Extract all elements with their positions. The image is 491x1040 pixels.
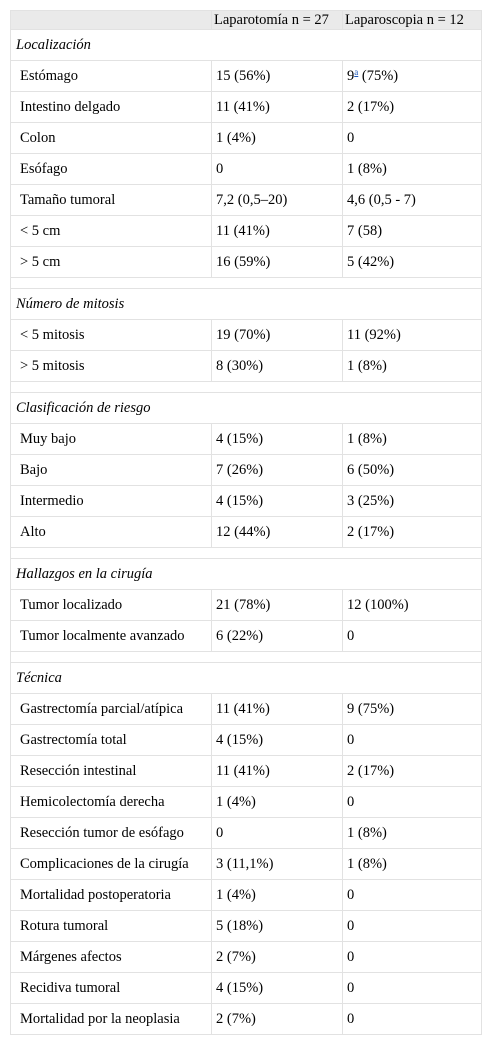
row-label: Alto [11, 517, 212, 548]
laparoscopia-value: 9 (75%) [343, 694, 482, 725]
table-row [11, 621, 482, 652]
spacer-cell [11, 278, 482, 289]
row-label: Mortalidad por la neoplasia [11, 1004, 212, 1035]
table-row [11, 725, 482, 756]
row-label: Tumor localizado [11, 590, 212, 621]
spacer-cell [11, 652, 482, 663]
laparoscopia-value: 3 (25%) [343, 486, 482, 517]
row-label: < 5 mitosis [11, 320, 212, 351]
table-row [11, 911, 482, 942]
table-row [11, 880, 482, 911]
table-row [11, 517, 482, 548]
laparotomia-value: 6 (22%) [212, 621, 343, 652]
table-row [11, 424, 482, 455]
laparoscopia-value: 0 [343, 1004, 482, 1035]
row-label: > 5 mitosis [11, 351, 212, 382]
row-label: Recidiva tumoral [11, 973, 212, 1004]
laparoscopia-value: 11 (92%) [343, 320, 482, 351]
laparotomia-value: 2 (7%) [212, 1004, 343, 1035]
laparoscopia-value: 1 (8%) [343, 818, 482, 849]
laparoscopia-value: 1 (8%) [343, 351, 482, 382]
laparotomia-value: 21 (78%) [212, 590, 343, 621]
row-label: Intestino delgado [11, 92, 212, 123]
table-row [11, 973, 482, 1004]
laparoscopia-value: 0 [343, 725, 482, 756]
laparoscopia-value: 1 (8%) [343, 849, 482, 880]
results-table-container [10, 10, 481, 1035]
laparoscopia-value: 0 [343, 123, 482, 154]
spacer-cell [11, 382, 482, 393]
table-row [11, 818, 482, 849]
row-label: Márgenes afectos [11, 942, 212, 973]
row-label: Tamaño tumoral [11, 185, 212, 216]
laparoscopia-value: 2 (17%) [343, 92, 482, 123]
laparoscopia-value: 0 [343, 942, 482, 973]
table-header-row [11, 11, 482, 30]
laparotomia-value: 8 (30%) [212, 351, 343, 382]
table-row [11, 92, 482, 123]
section-title: Clasificación de riesgo [11, 393, 482, 424]
laparotomia-value: 4 (15%) [212, 424, 343, 455]
table-row [11, 1004, 482, 1035]
laparotomia-value: 11 (41%) [212, 216, 343, 247]
results-table [10, 10, 482, 1035]
row-label: Complicaciones de la cirugía [11, 849, 212, 880]
laparotomia-value: 15 (56%) [212, 61, 343, 92]
laparotomia-value: 12 (44%) [212, 517, 343, 548]
row-label: Colon [11, 123, 212, 154]
laparoscopia-value-rest: (75%) [358, 68, 399, 84]
laparotomia-value: 4 (15%) [212, 486, 343, 517]
laparoscopia-value: 0 [343, 621, 482, 652]
header-laparoscopia: Laparoscopia n = 12 [343, 11, 482, 30]
laparotomia-value: 1 (4%) [212, 787, 343, 818]
header-empty-cell [11, 11, 212, 30]
table-row [11, 320, 482, 351]
row-label: Bajo [11, 455, 212, 486]
laparotomia-value: 11 (41%) [212, 756, 343, 787]
laparoscopia-value: 0 [343, 880, 482, 911]
section-spacer-row [11, 652, 482, 663]
laparotomia-value: 3 (11,1%) [212, 849, 343, 880]
table-row [11, 216, 482, 247]
laparotomia-value: 0 [212, 154, 343, 185]
row-label: Tumor localmente avanzado [11, 621, 212, 652]
row-label: < 5 cm [11, 216, 212, 247]
table-row [11, 849, 482, 880]
laparoscopia-value: 1 (8%) [343, 424, 482, 455]
row-label: > 5 cm [11, 247, 212, 278]
section-spacer-row [11, 278, 482, 289]
laparotomia-value: 7 (26%) [212, 455, 343, 486]
table-row [11, 351, 482, 382]
table-row [11, 756, 482, 787]
laparotomia-value: 7,2 (0,5–20) [212, 185, 343, 216]
row-label: Hemicolectomía derecha [11, 787, 212, 818]
table-row [11, 942, 482, 973]
laparoscopia-value: 2 (17%) [343, 517, 482, 548]
row-label: Gastrectomía total [11, 725, 212, 756]
laparotomia-value: 1 (4%) [212, 880, 343, 911]
table-row [11, 455, 482, 486]
laparotomia-value: 16 (59%) [212, 247, 343, 278]
spacer-cell [11, 548, 482, 559]
section-title: Número de mitosis [11, 289, 482, 320]
laparoscopia-value: 12 (100%) [343, 590, 482, 621]
section-spacer-row [11, 548, 482, 559]
section-header-row [11, 559, 482, 590]
laparoscopia-value: 7 (58) [343, 216, 482, 247]
row-label: Resección tumor de esófago [11, 818, 212, 849]
section-title: Hallazgos en la cirugía [11, 559, 482, 590]
table-row [11, 694, 482, 725]
laparoscopia-value: 0 [343, 911, 482, 942]
section-title: Localización [11, 30, 482, 61]
table-row [11, 123, 482, 154]
table-row [11, 61, 482, 92]
laparoscopia-value: 4,6 (0,5 - 7) [343, 185, 482, 216]
section-header-row [11, 393, 482, 424]
laparotomia-value: 0 [212, 818, 343, 849]
table-row [11, 486, 482, 517]
laparoscopia-value: 2 (17%) [343, 756, 482, 787]
row-label: Resección intestinal [11, 756, 212, 787]
section-title: Técnica [11, 663, 482, 694]
laparotomia-value: 2 (7%) [212, 942, 343, 973]
section-header-row [11, 663, 482, 694]
laparotomia-value: 11 (41%) [212, 694, 343, 725]
laparoscopia-value-main: 9 [347, 68, 355, 84]
laparoscopia-value: 0 [343, 973, 482, 1004]
section-header-row [11, 30, 482, 61]
header-laparotomia: Laparotomía n = 27 [212, 11, 343, 30]
row-label: Estómago [11, 61, 212, 92]
row-label: Esófago [11, 154, 212, 185]
row-label: Intermedio [11, 486, 212, 517]
row-label: Gastrectomía parcial/atípica [11, 694, 212, 725]
row-label: Muy bajo [11, 424, 212, 455]
laparotomia-value: 11 (41%) [212, 92, 343, 123]
table-row [11, 787, 482, 818]
laparotomia-value: 19 (70%) [212, 320, 343, 351]
laparoscopia-value: 1 (8%) [343, 154, 482, 185]
laparotomia-value: 4 (15%) [212, 725, 343, 756]
laparotomia-value: 1 (4%) [212, 123, 343, 154]
section-spacer-row [11, 382, 482, 393]
laparoscopia-value: 5 (42%) [343, 247, 482, 278]
laparoscopia-value [343, 61, 482, 92]
row-label: Rotura tumoral [11, 911, 212, 942]
laparoscopia-value: 6 (50%) [343, 455, 482, 486]
table-row [11, 590, 482, 621]
row-label: Mortalidad postoperatoria [11, 880, 212, 911]
table-body [11, 30, 482, 1035]
table-row [11, 154, 482, 185]
table-row [11, 185, 482, 216]
section-header-row [11, 289, 482, 320]
laparoscopia-value: 0 [343, 787, 482, 818]
laparotomia-value: 5 (18%) [212, 911, 343, 942]
footnote-link[interactable]: a [354, 67, 359, 77]
laparotomia-value: 4 (15%) [212, 973, 343, 1004]
table-row [11, 247, 482, 278]
